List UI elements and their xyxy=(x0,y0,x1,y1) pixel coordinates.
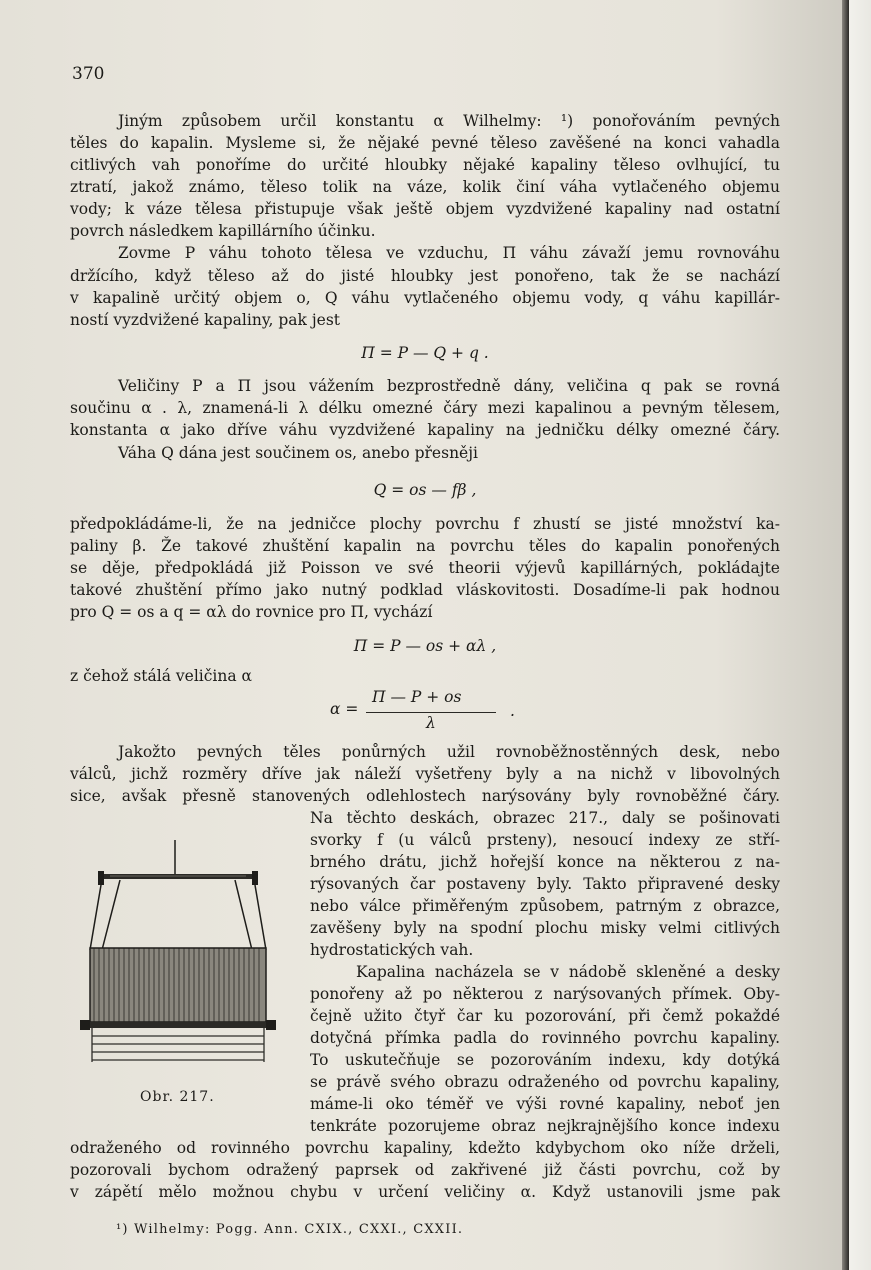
ruled-lines xyxy=(92,1028,264,1062)
fraction-end: . xyxy=(510,702,515,720)
text-line: paliny β. Že takové zhuštění kapalin na povrchu těles do kapalin ponořených xyxy=(70,537,780,555)
text-line: odraženého od rovinného povrchu kapaliny, kdežto kdybychom oko níže drželi, xyxy=(70,1139,780,1157)
text-line: válců, jichž rozměry dříve jak náleží vyšetřeny byly a na nichž v libovolných xyxy=(70,765,780,783)
text-line: Jiným způsobem určil konstantu α Wilhelmy: ¹) ponořováním pevných xyxy=(118,112,780,130)
fraction-bar xyxy=(366,712,496,713)
page-edge-shadow xyxy=(842,0,849,1270)
text-line: nebo válce přiměřeným způsobem, patrným z obrazce, xyxy=(310,897,780,915)
text-line: dotyčná přímka padla do rovinného povrchu kapaliny. xyxy=(310,1029,780,1047)
figure-caption: Obr. 217. xyxy=(140,1089,215,1105)
footnote: ¹) Wilhelmy: Pogg. Ann. CXIX., CXXI., CXXII. xyxy=(116,1222,464,1237)
text-line: brného drátu, jichž hořejší konce na některou z na- xyxy=(310,853,780,871)
text-line: v kapalině určitý objem o, Q váhu vytlačeného objemu vody, q váhu kapillár- xyxy=(70,289,780,307)
text-line: z čehož stálá veličina α xyxy=(70,667,253,685)
text-line: povrch následkem kapillárního účinku. xyxy=(70,222,376,240)
page-number: 370 xyxy=(72,64,105,84)
text-line: Jakožto pevných těles ponůrných užil rovnoběžnostěnných desk, nebo xyxy=(118,743,780,761)
text-line: se děje, předpokládá již Poisson ve své theorii výjevů kapillárných, pokládajte xyxy=(70,559,780,577)
immersed-plate xyxy=(90,948,266,1022)
balance-pan-bar xyxy=(98,871,258,885)
text-line: čejně užito čtyř čar ku pozorování, při čemž pokaždé xyxy=(310,1007,780,1025)
text-line: takové zhuštění přímo jako nutný podklad vláskovitosti. Dosadíme-li pak hodnou xyxy=(70,581,780,599)
next-page-edge xyxy=(849,0,871,1270)
text-line: Zovme P váhu tohoto tělesa ve vzduchu, Π váhu závaží jemu rovnováhu xyxy=(118,244,780,262)
text-line: svorky f (u válců prsteny), nesoucí indexy ze stří- xyxy=(310,831,780,849)
text-line: konstanta α jako dříve váhu vyzdvižené kapaliny na jedničku délky omezné čáry. xyxy=(70,421,780,439)
text-line: tenkráte pozorujeme obraz nejkrajnějšího konce indexu xyxy=(310,1117,780,1135)
text-line: citlivých vah ponoříme do určité hloubky nějaké kapaliny těleso ovlhující, tu xyxy=(70,156,780,174)
text-line: To uskutečňuje se pozorováním indexu, kdy dotýká xyxy=(310,1051,780,1069)
text-line: Na těchto deskách, obrazec 217., daly se pošinovati xyxy=(310,809,780,827)
equation: Π = P — Q + q . xyxy=(361,344,489,362)
text-line: součinu α . λ, znamená-li λ délku omezné čáry mezi kapalinou a pevným tělesem, xyxy=(70,399,780,417)
text-line: vody; k váze tělesa přistupuje však ještě objem vyzdvižené kapaliny nad ostatní xyxy=(70,200,780,218)
text-line: zavěšeny byly na spodní plochu misky velmi citlivých xyxy=(310,919,780,937)
text-line: Veličiny P a Π jsou vážením bezprostředně dány, veličina q pak se rovná xyxy=(118,377,780,395)
text-line: ztratí, jakož známo, těleso tolik na váze, kolik činí váha vytlačeného objemu xyxy=(70,178,780,196)
text-line: pro Q = os a q = αλ do rovnice pro Π, vychází xyxy=(70,603,433,621)
text-line: hydrostatických vah. xyxy=(310,941,474,959)
text-line: ností vyzdvižené kapaliny, pak jest xyxy=(70,311,341,329)
text-line: se právě svého obrazu odraženého od povrchu kapaliny, xyxy=(310,1073,780,1091)
fraction-lhs: α = xyxy=(330,700,359,718)
fraction-denominator: λ xyxy=(426,714,436,732)
equation: Π = P — os + αλ , xyxy=(353,637,497,655)
text-line: Kapalina nacházela se v nádobě skleněné a desky xyxy=(356,963,780,981)
text-line: ponořeny až po některou z narýsovaných přímek. Oby- xyxy=(310,985,780,1003)
figure-217-plate-apparatus xyxy=(80,840,290,1085)
text-line: v zápětí mělo možnou chybu v určení veličiny α. Když ustanovili jsme pak xyxy=(70,1183,780,1201)
text-line: držícího, když těleso až do jisté hloubky jest ponořeno, tak že se nachází xyxy=(70,267,780,285)
text-line: těles do kapalin. Mysleme si, že nějaké pevné těleso zavěšené na konci vahadla xyxy=(70,134,780,152)
suspension-wires xyxy=(90,880,266,950)
text-line: máme-li oko téměř ve výši rovné kapaliny, neboť jen xyxy=(310,1095,780,1113)
fraction-numerator: Π — P + os xyxy=(372,688,462,706)
text-line: rýsovaných čar postaveny byly. Takto připravené desky xyxy=(310,875,780,893)
text-line: pozorovali bychom odražený paprsek od zakřivené již části povrchu, což by xyxy=(70,1161,780,1179)
equation: Q = os — fβ , xyxy=(373,481,477,499)
text-line: Váha Q dána jest součinem os, anebo přesněji xyxy=(118,444,478,462)
text-line: sice, avšak přesně stanovených odlehlostech narýsovány byly rovnoběžné čáry. xyxy=(70,787,780,805)
text-line: předpokládáme-li, že na jedničce plochy povrchu f zhustí se jisté množství ka- xyxy=(70,515,780,533)
